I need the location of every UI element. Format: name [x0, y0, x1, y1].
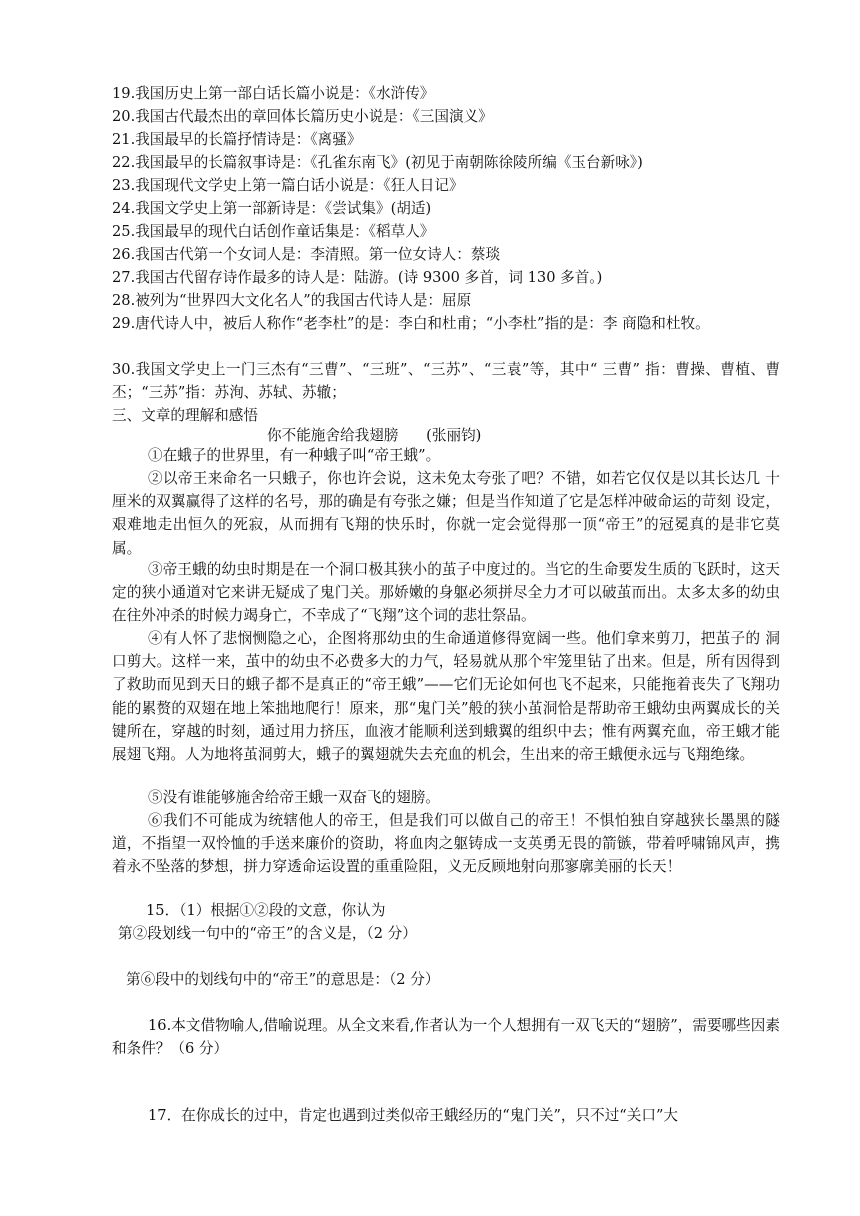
- list-item: 29.唐代诗人中，被后人称作“老李杜”的是：李白和杜甫；“小李杜”指的是：李 商隐和杜牧。: [112, 315, 710, 332]
- list-item: 21.我国最早的长篇抒情诗是：《离骚》: [112, 131, 362, 148]
- article-paragraph: ②以帝王来命名一只蛾子，你也许会说，这未免太夸张了吧？不错，如若它仅仅是以其长达几 十厘米的双翼赢得了这样的名号，那的确是有夸张之嫌；但是当作知道了它是怎样冲破命运的苛刻 设定，艰难地走出恒久的死寂，从而拥有飞翔的快乐时，你就一定会觉得那一顶“帝王”的冠冕真的是非它莫属。: [112, 470, 780, 557]
- list-item: 28.被列为“世界四大文化名人”的我国古代诗人是：屈原: [112, 292, 472, 309]
- list-item: 26.我国古代第一个女词人是：李清照。第一位女诗人：蔡琰: [112, 246, 501, 263]
- question-15-part-2: 第⑥段中的划线句中的“帝王”的意思是：（2 分）: [126, 971, 440, 988]
- article-paragraph: ⑥我们不可能成为统辖他人的帝王，但是我们可以做自己的帝王！不惧怕独自穿越狭长墨黑的隧道，不指望一双怜恤的手送来廉价的资助，将血肉之躯铸成一支英勇无畏的箭镞，带着呼啸锦风声，携着永不坠落的梦想，拼力穿透命运设置的重重险阻，义无反顾地射向那寥廓美丽的长天！: [112, 812, 780, 876]
- question-17: 17．在你成长的过中，肯定也遇到过类似帝王蛾经历的“鬼门关”，只不过“关口”大: [148, 1107, 679, 1124]
- list-item: 19.我国历史上第一部白话长篇小说是：《水浒传》: [112, 85, 435, 102]
- article-paragraph: ③帝王蛾的幼虫时期是在一个洞口极其狭小的茧子中度过的。当它的生命要发生质的飞跃时，这天定的狭小通道对它来讲无疑成了鬼门关。那娇嫩的身躯必须拼尽全力才可以破茧而出。太多太多的幼虫在往外冲杀的时候力竭身亡，不幸成了“飞翔”这个词的悲壮祭品。: [112, 561, 780, 625]
- list-item: 30.我国文学史上一门三杰有“三曹”、“三班”、“三苏”、“三袁”等，其中“ 三曹” 指：曹操、曹植、曹丕；“三苏”指：苏洵、苏轼、苏辙；: [112, 361, 780, 402]
- article-title: 你不能施舍给我翅膀 (张丽钧): [267, 427, 482, 444]
- list-item: 22.我国最早的长篇叙事诗是：《孔雀东南飞》(初见于南朝陈徐陵所编《玉台新咏》): [112, 154, 643, 171]
- article-paragraph: ①在蛾子的世界里，有一种蛾子叫“帝王蛾”。: [148, 447, 441, 464]
- question-15-part-1: 第②段划线一句中的“帝王”的含义是，（2 分）: [118, 925, 417, 942]
- question-16: 16.本文借物喻人,借喻说理。从全文来看,作者认为一个人想拥有一双飞天的“翅膀”，需要哪些因素和条件？（6 分）: [112, 1017, 780, 1058]
- list-item: 24.我国文学史上第一部新诗是：《尝试集》(胡适): [112, 200, 432, 217]
- section-heading: 三、文章的理解和感悟: [112, 407, 258, 424]
- article-paragraph: ④有人怀了悲悯恻隐之心，企图将那幼虫的生命通道修得宽阔一些。他们拿来剪刀，把茧子的 洞口剪大。这样一来，茧中的幼虫不必费多大的力气，轻易就从那个牢笼里钻了出来。但是，所有因得到了救助而见到天日的蛾子都不是真正的“帝王蛾”——它们无论如何也飞不起来，只能拖着丧失了飞翔功能的累赘的双翅在地上笨拙地爬行！原来，那“鬼门关”般的狭小茧洞恰是帮助帝王蛾幼虫两翼成长的关键所在，穿越的时刻，通过用力挤压，血液才能顺利送到蛾翼的组织中去；惟有两翼充血，帝王蛾才能展翅飞翔。人为地将茧洞剪大，蛾子的翼翅就失去充血的机会，生出来的帝王蛾便永远与飞翔绝缘。: [112, 630, 780, 764]
- list-item: 25.我国最早的现代白话创作童话集是：《稻草人》: [112, 223, 435, 240]
- list-item: 20.我国古代最杰出的章回体长篇历史小说是：《三国演义》: [112, 108, 493, 125]
- question-15: 15．（1）根据①②段的文意，你认为: [146, 902, 386, 919]
- article-paragraph: ⑤没有谁能够施舍给帝王蛾一双奋飞的翅膀。: [148, 789, 440, 806]
- list-item: 27.我国古代留存诗作最多的诗人是：陆游。(诗 9300 多首，词 130 多首。): [112, 269, 603, 286]
- list-item: 23.我国现代文学史上第一篇白话小说是：《狂人日记》: [112, 177, 464, 194]
